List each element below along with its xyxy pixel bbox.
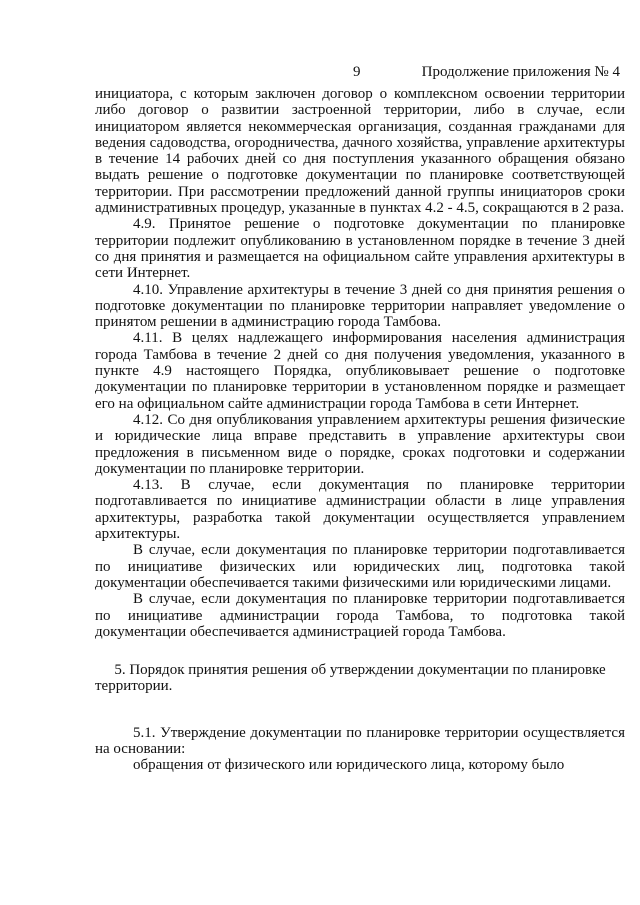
paragraph-continuation: инициатора, с которым заключен договор о комплексном освоении территории либо договор о развитии застроенной территории, либо в случае, если инициатором является некоммерческая организация, созданная гражданами для ведения садоводства, огородничества, дачного хозяйства, управление архитектуры в течение 14 рабочих дней со дня поступления указанного обращения обязано выдать решение о подготовке документации по планировке соответствующей территории. При рассмотрении предложений данной группы инициаторов сроки административных процедур, указанные в пунктах 4.2 - 4.5, сокращаются в 2 раза. [95, 86, 625, 217]
paragraph-4-11: 4.11. В целях надлежащего информирования населения администрация города Тамбова в течение 2 дней со дня получения уведомления, указанного в пункте 4.9 настоящего Порядка, опубликовывает решение о подготовке документации по планировке территории в установленном порядке и размещает его на официальном сайте администрации города Тамбова в сети Интернет. [95, 330, 625, 412]
paragraph-4-9: 4.9. Принятое решение о подготовке документации по планировке территории подлежит опубликованию в установленном порядке в течение 3 дней со дня принятия и размещается на официальном сайте управления архитектуры в сети Интернет. [95, 216, 625, 282]
document-body [95, 86, 625, 774]
paragraph-application-basis: обращения от физического или юридического лица, которому было [133, 757, 565, 774]
paragraph-4-13: 4.13. В случае, если документация по планировке территории подготавливается по инициативе администрации области в лице управления архитектуры, разработка такой документации осуществляется управлением архитектуры. [95, 477, 625, 543]
paragraph-4-12: 4.12. Со дня опубликования управлением архитектуры решения физические и юридические лица вправе представить в управление архитектуры свои предложения в письменном виде о порядке, сроках подготовки и содержании документации по планировке территории. [95, 411, 625, 477]
paragraph-city-administration: В случае, если документация по планировке территории подготавливается по инициативе администрации города Тамбова, то подготовка такой документации обеспечивается администрацией города Тамбова. [95, 591, 625, 640]
paragraph-4-10: 4.10. Управление архитектуры в течение 3 дней со дня принятия решения о подготовке документации по планировке территории направляет уведомление о принятом решении в администрацию города Тамбова. [95, 281, 625, 331]
section-5-title: 5. Порядок принятия решения об утверждении документации по планировке территории. [95, 662, 606, 695]
appendix-continuation-label: Продолжение приложения № 4 [421, 64, 620, 80]
paragraph-5-1: 5.1. Утверждение документации по планировке территории осуществляется на основании: [95, 724, 625, 757]
page-number: 9 [353, 64, 361, 80]
page-header [0, 64, 640, 84]
paragraph-physical-legal-persons: В случае, если документация по планировке территории подготавливается по инициативе физических или юридических лиц, подготовка такой документации обеспечивается такими физическими или юридическими лицами. [95, 542, 625, 591]
